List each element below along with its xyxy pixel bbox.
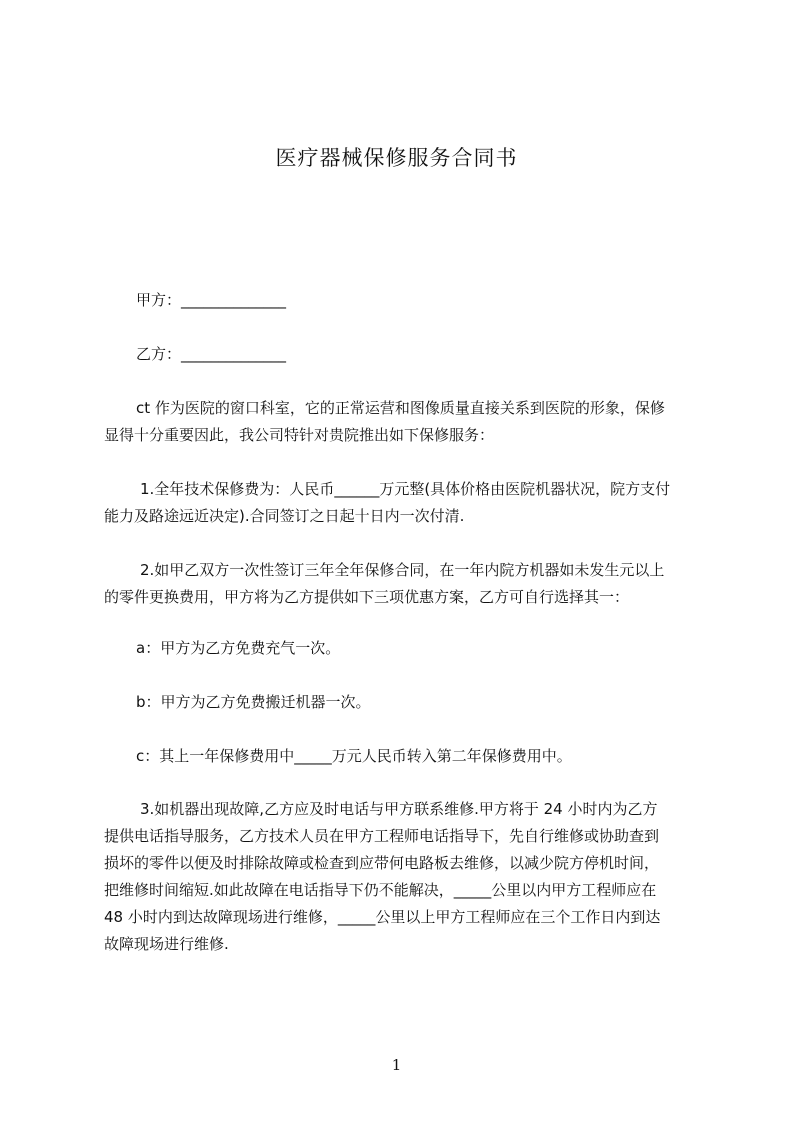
- intro-line-1: ct 作为医院的窗口科室，它的正常运营和图像质量直接关系到医院的形象，保修: [136, 399, 665, 417]
- intro-line-2: 显得十分重要因此，我公司特针对贵院推出如下保修服务：: [104, 426, 495, 444]
- clause3-line-3: 损坏的零件以便及时排除故障或检查到应带何电路板去维修，以减少院方停机时间，: [104, 854, 660, 872]
- option-b: b：甲方为乙方免费搬迁机器一次。: [136, 693, 371, 711]
- clause1-line-1: 1.全年技术保修费为：人民币______万元整(具体价格由医院机器状况，院方支付: [140, 480, 671, 498]
- party-a-line: 甲方：______________: [136, 291, 287, 309]
- clause2-line-2: 的零件更换费用，甲方将为乙方提供如下三项优惠方案，乙方可自行选择其一：: [104, 588, 630, 606]
- party-b-line: 乙方：______________: [136, 345, 287, 363]
- option-a: a：甲方为乙方免费充气一次。: [136, 639, 341, 657]
- clause2-line-1: 2.如甲乙双方一次性签订三年全年保修合同，在一年内院方机器如未发生元以上: [140, 561, 665, 579]
- page-number: 1: [391, 1056, 402, 1074]
- clause3-line-4: 把维修时间缩短.如此故障在电话指导下仍不能解决，_____公里以内甲方工程师应在: [104, 881, 657, 899]
- clause3-line-1: 3.如机器出现故障,乙方应及时电话与甲方联系维修.甲方将于 24 小时内为乙方: [140, 800, 658, 818]
- clause3-line-6: 故障现场进行维修.: [104, 935, 229, 953]
- clause3-line-5: 48 小时内到达故障现场进行维修，_____公里以上甲方工程师应在三个工作日内到达: [104, 908, 661, 926]
- clause1-line-2: 能力及路途远近决定).合同签订之日起十日内一次付清.: [104, 507, 465, 525]
- option-c: c：其上一年保修费用中_____万元人民币转入第二年保修费用中。: [136, 747, 572, 765]
- document-title: 医疗器械保修服务合同书: [275, 146, 518, 170]
- clause3-line-2: 提供电话指导服务，乙方技术人员在甲方工程师电话指导下，先自行维修或协助查到: [104, 827, 660, 845]
